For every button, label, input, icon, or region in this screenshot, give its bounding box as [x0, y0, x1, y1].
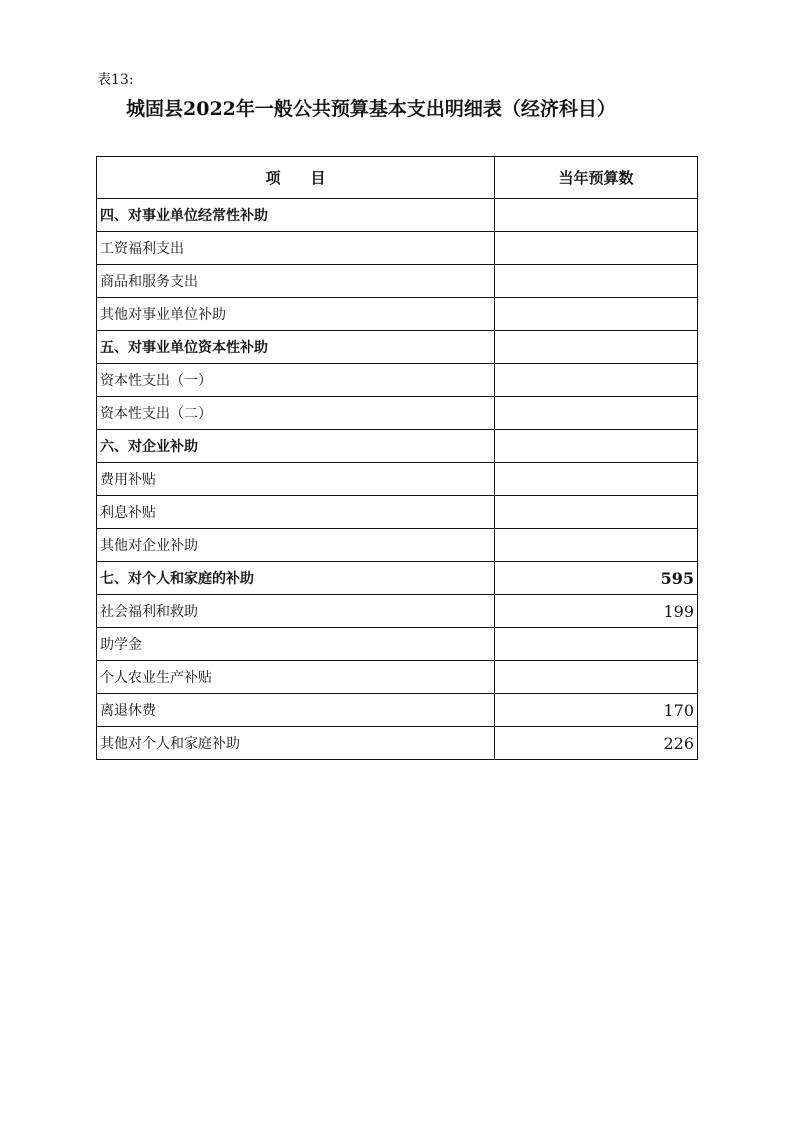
table-header — [97, 157, 698, 199]
row-item-label: 工资福利支出 — [97, 232, 495, 265]
row-item-label: 离退休费 — [97, 694, 495, 727]
row-amount — [495, 463, 698, 496]
row-amount: 226 — [495, 727, 698, 760]
row-amount — [495, 529, 698, 562]
row-item-label: 资本性支出（二） — [97, 397, 495, 430]
row-amount — [495, 232, 698, 265]
row-amount — [495, 331, 698, 364]
table-row — [97, 694, 698, 727]
table-row — [97, 496, 698, 529]
row-item-label: 社会福利和救助 — [97, 595, 495, 628]
row-item-label: 利息补贴 — [97, 496, 495, 529]
table-row — [97, 364, 698, 397]
table-row — [97, 397, 698, 430]
row-amount — [495, 496, 698, 529]
table-row — [97, 199, 698, 232]
row-amount — [495, 364, 698, 397]
document-title: 城固县2022年一般公共预算基本支出明细表（经济科目） — [126, 98, 616, 120]
row-amount — [495, 265, 698, 298]
row-item-label: 资本性支出（一） — [97, 364, 495, 397]
table-row — [97, 562, 698, 595]
row-item-label: 五、对事业单位资本性补助 — [97, 331, 495, 364]
table-row — [97, 331, 698, 364]
table-row — [97, 529, 698, 562]
row-item-label: 七、对个人和家庭的补助 — [97, 562, 495, 595]
table-row — [97, 463, 698, 496]
row-item-label: 其他对企业补助 — [97, 529, 495, 562]
row-amount — [495, 430, 698, 463]
table-row — [97, 628, 698, 661]
row-amount: 595 — [495, 562, 698, 595]
row-item-label: 其他对个人和家庭补助 — [97, 727, 495, 760]
table-row — [97, 595, 698, 628]
table-row — [97, 298, 698, 331]
table-number-label: 表13: — [97, 72, 134, 88]
budget-table — [96, 156, 698, 760]
column-header-amount: 当年预算数 — [495, 157, 698, 199]
table-row — [97, 265, 698, 298]
table-row — [97, 232, 698, 265]
row-amount — [495, 661, 698, 694]
row-item-label: 四、对事业单位经常性补助 — [97, 199, 495, 232]
row-item-label: 助学金 — [97, 628, 495, 661]
row-amount — [495, 397, 698, 430]
row-item-label: 六、对企业补助 — [97, 430, 495, 463]
row-item-label: 商品和服务支出 — [97, 265, 495, 298]
row-amount — [495, 199, 698, 232]
table-row — [97, 661, 698, 694]
row-item-label: 费用补贴 — [97, 463, 495, 496]
row-amount: 199 — [495, 595, 698, 628]
table-row — [97, 430, 698, 463]
row-amount — [495, 628, 698, 661]
column-header-item: 项 目 — [97, 157, 495, 199]
row-amount: 170 — [495, 694, 698, 727]
header-row — [97, 157, 698, 199]
row-item-label: 其他对事业单位补助 — [97, 298, 495, 331]
row-item-label: 个人农业生产补贴 — [97, 661, 495, 694]
table-row — [97, 727, 698, 760]
row-amount — [495, 298, 698, 331]
